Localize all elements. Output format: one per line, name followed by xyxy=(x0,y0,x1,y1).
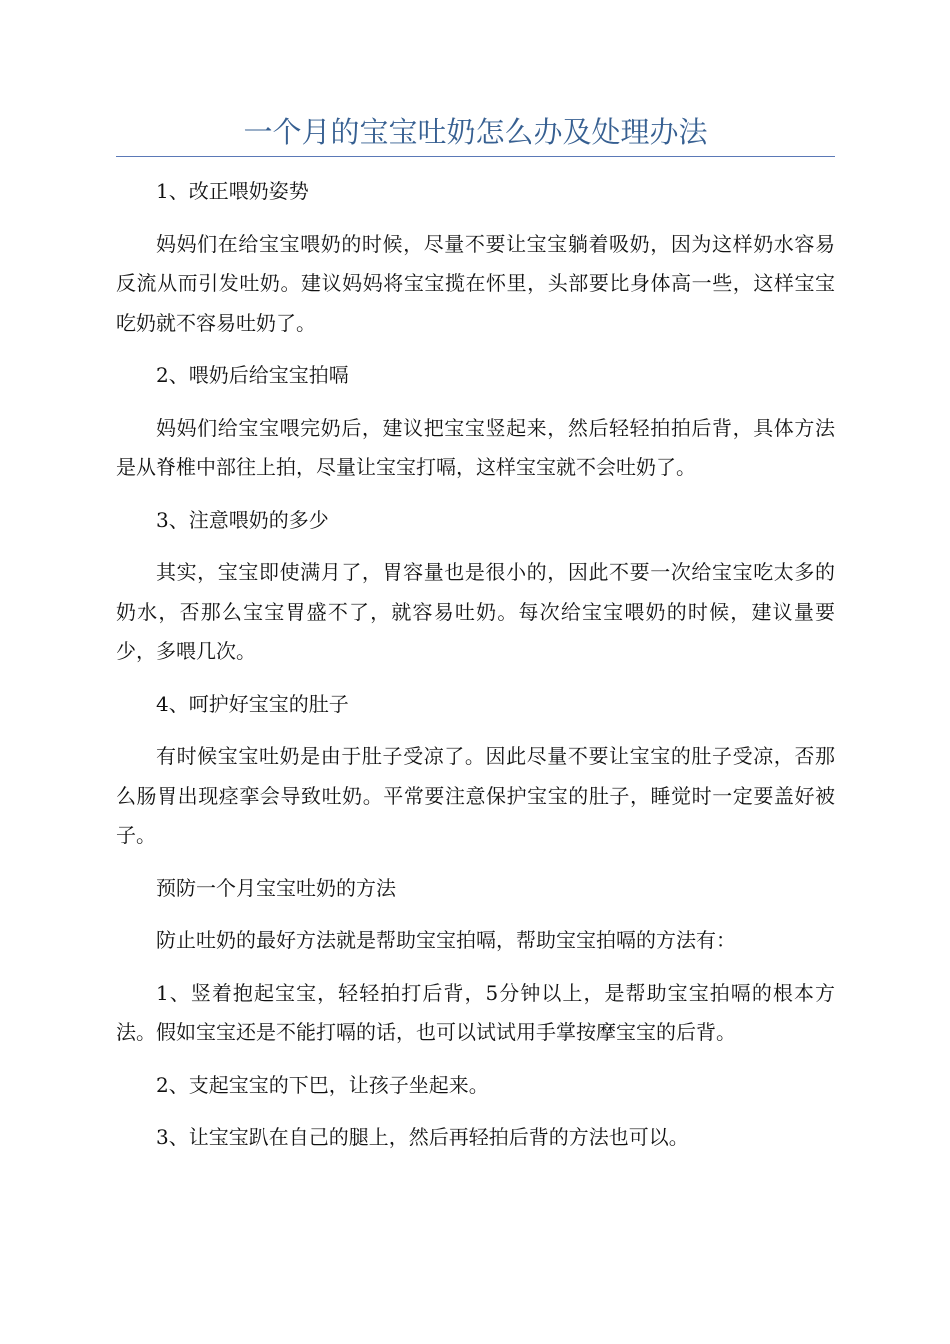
paragraph-1: 妈妈们在给宝宝喂奶的时候，尽量不要让宝宝躺着吸奶，因为这样奶水容易反流从而引发吐奶。建议妈妈将宝宝揽在怀里，头部要比身体高一些，这样宝宝吃奶就不容易吐奶了。 xyxy=(116,231,835,335)
section-heading-4: 4、呵护好宝宝的肚子 xyxy=(156,691,349,716)
paragraph-4: 有时候宝宝吐奶是由于肚子受凉了。因此尽量不要让宝宝的肚子受凉，否那么肠胃出现痉挛会导致吐奶。平常要注意保护宝宝的肚子，睡觉时一定要盖好被子。 xyxy=(116,744,835,847)
section-heading-2: 2、喂奶后给宝宝拍嗝 xyxy=(156,363,349,387)
page-title: 一个月的宝宝吐奶怎么办及处理办法 xyxy=(243,115,708,149)
paragraph-method-2: 2、支起宝宝的下巴，让孩子坐起来。 xyxy=(156,1072,489,1097)
paragraph-prevention-intro: 防止吐奶的最好方法就是帮助宝宝拍嗝，帮助宝宝拍嗝的方法有： xyxy=(156,928,736,952)
section-heading-3: 3、注意喂奶的多少 xyxy=(156,507,329,532)
document-body xyxy=(116,172,835,1171)
section-heading-prevention: 预防一个月宝宝吐奶的方法 xyxy=(156,875,396,900)
paragraph-3: 其实，宝宝即使满月了，胃容量也是很小的，因此不要一次给宝宝吃太多的奶水，否那么宝宝胃盛不了，就容易吐奶。每次给宝宝喂奶的时候，建议量要少，多喂几次。 xyxy=(116,560,835,663)
paragraph-2: 妈妈们给宝宝喂完奶后，建议把宝宝竖起来，然后轻轻拍拍后背，具体方法是从脊椎中部往上拍，尽量让宝宝打嗝，这样宝宝就不会吐奶了。 xyxy=(116,415,835,479)
paragraph-method-1: 1、竖着抱起宝宝，轻轻拍打后背，5分钟以上，是帮助宝宝拍嗝的根本方法。假如宝宝还是不能打嗝的话，也可以试试用手掌按摩宝宝的后背。 xyxy=(116,980,835,1044)
section-heading-1: 1、改正喂奶姿势 xyxy=(156,179,309,203)
title-block xyxy=(116,108,835,157)
paragraph-method-3: 3、让宝宝趴在自己的腿上，然后再轻拍后背的方法也可以。 xyxy=(156,1125,689,1149)
